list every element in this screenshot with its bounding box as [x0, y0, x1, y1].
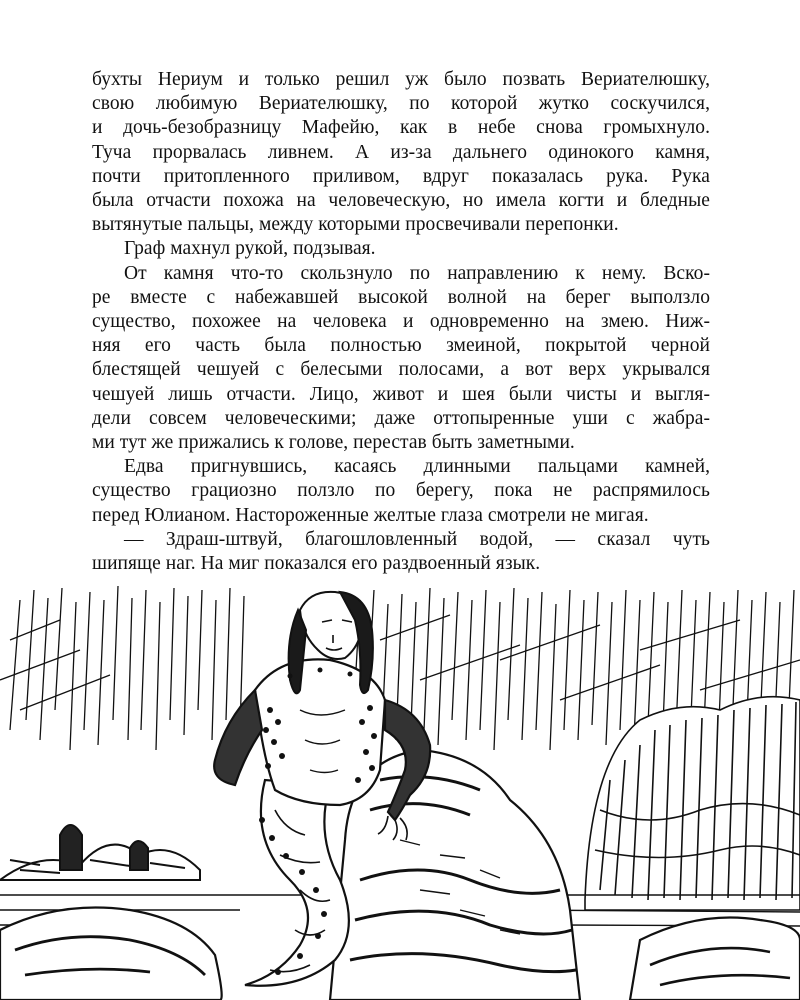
text-line-1: бухты Нериум и только решил уж было позвать Вериателюшку,	[92, 69, 710, 90]
text-line-2: свою любимую Вериателюшку, по которой жутко соскучился,	[92, 93, 710, 115]
text-line-13: блестящей чешуей с белесыми полосами, а вот верх укрывался	[92, 359, 710, 381]
text-line-3: и дочь-безобразницу Мафейю, как в небе снова громыхнуло.	[92, 117, 710, 139]
page-text	[92, 68, 710, 576]
text-line-21: шипяще наг. На миг показался его раздвоенный язык.	[92, 553, 541, 575]
text-line-19: перед Юлианом. Настороженные желтые глаза смотрели не мигая.	[92, 504, 649, 526]
text-line-8: Граф махнул рукой, подзывая.	[124, 238, 376, 260]
text-line-6: была отчасти похожа на человеческую, но имела когти и бледные	[92, 190, 710, 212]
text-line-11: существо, похожее на человека и одновременно на змею. Ниж-	[92, 311, 710, 333]
text-line-9: От камня что-то скользнуло по направлению к нему. Вско-	[124, 262, 710, 284]
naga-illustration	[0, 580, 800, 1000]
text-line-20: — Здраш-штвуй, благошловленный водой, — сказал чуть	[124, 528, 710, 550]
text-line-16: ми тут же прижались к голове, перестав быть заметными.	[92, 432, 575, 454]
text-line-10: ре вместе с набежавшей высокой волной на берег выползло	[92, 286, 710, 308]
text-line-12: няя его часть была полностью змеиной, покрытой черной	[92, 335, 710, 357]
text-line-7: вытянутые пальцы, между которыми просвечивали перепонки.	[92, 214, 619, 236]
text-line-4: Туча прорвалась ливнем. А из-за дальнего одинокого камня,	[92, 141, 710, 163]
text-line-5: почти притопленного приливом, вдруг показалась рука. Рука	[92, 165, 710, 187]
text-line-17: Едва пригнувшись, касаясь длинными пальцами камней,	[124, 456, 710, 478]
text-line-14: чешуей лишь отчасти. Лицо, живот и шея были чисты и выгля-	[92, 383, 710, 405]
text-line-15: дели совсем человеческими; даже оттопыренные уши с жабра-	[92, 407, 710, 429]
text-line-18: существо грациозно ползло по берегу, пока не распрямилось	[92, 480, 710, 502]
